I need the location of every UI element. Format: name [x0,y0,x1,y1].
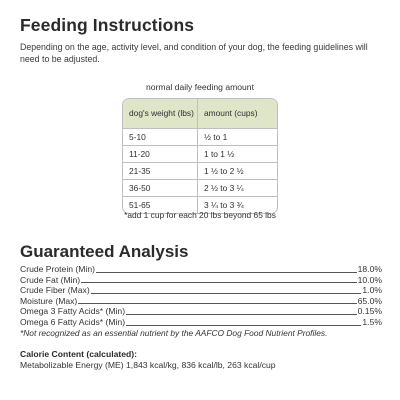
nutrient-value: 1.0% [362,285,382,296]
leader-line [91,293,362,294]
amount-cell: 1 ½ to 2 ½ [204,166,244,176]
nutrient-row [20,296,382,307]
guaranteed-analysis-heading: Guaranteed Analysis [20,242,189,261]
weight-cell: 36-50 [123,180,198,196]
nutrient-label: Crude Fiber (Max) [20,285,90,296]
feeding-footnote: *add 1 cup for each 20 lbs beyond 65 lbs [124,210,276,220]
nutrient-label: Omega 3 Fatty Acids* (Min) [20,306,126,317]
table-row [123,128,277,145]
weight-cell: 11-20 [123,146,198,162]
column-header-weight: dog's weight (lbs) [123,99,198,128]
aafco-footnote: *Not recognized as an essential nutrient by the AAFCO Dog Food Nutrient Profiles. [20,327,328,338]
nutrient-row [20,275,382,286]
nutrient-label: Moisture (Max) [20,295,78,306]
weight-cell: 21-35 [123,163,198,179]
leader-line [78,303,356,304]
feeding-instructions-heading: Feeding Instructions [20,15,195,35]
feeding-table-title: normal daily feeding amount [146,82,254,92]
amount-cell: 1 to 1 ½ [204,149,235,159]
nutrient-list [20,264,382,328]
leader-line [96,272,357,273]
feeding-table [122,98,278,214]
nutrient-row [20,264,382,275]
leader-line [126,325,361,326]
leader-line [126,314,357,315]
weight-cell: 51-65 [123,197,198,213]
table-row [123,162,277,179]
leader-line [81,282,356,283]
nutrient-label: Crude Protein (Min) [20,264,95,274]
calorie-content-heading: Calorie Content (calculated): [20,348,137,359]
nutrient-value: 0.15% [357,306,382,317]
guaranteed-analysis-section [20,242,382,371]
nutrient-value: 1.5% [362,316,382,327]
column-header-amount: amount (cups) [204,108,258,119]
nutrient-value: 65.0% [357,295,382,306]
table-row [123,179,277,196]
amount-cell: 3 ¼ to 3 ¾ [204,200,244,210]
amount-cell: 2 ½ to 3 ¼ [204,183,244,193]
nutrient-value: 18.0% [357,264,382,274]
nutrient-label: Crude Fat (Min) [20,274,81,285]
nutrient-label: Omega 6 Fatty Acids* (Min) [20,316,126,327]
amount-cell: ½ to 1 [204,132,228,142]
nutrient-row [20,317,382,328]
feeding-intro-text: Depending on the age, activity level, and condition of your dog, the feeding guidelines will need to be adjusted. [20,42,368,64]
weight-cell: 5-10 [123,129,198,145]
feeding-instructions-section [20,14,382,65]
feeding-table-header [123,99,277,128]
calorie-content-value: Metabolizable Energy (ME) 1,843 kcal/kg, 836 kcal/lb, 263 kcal/cup [20,359,276,370]
table-row [123,145,277,162]
nutrient-value: 10.0% [357,274,382,285]
nutrient-row [20,285,382,296]
nutrient-row [20,306,382,317]
